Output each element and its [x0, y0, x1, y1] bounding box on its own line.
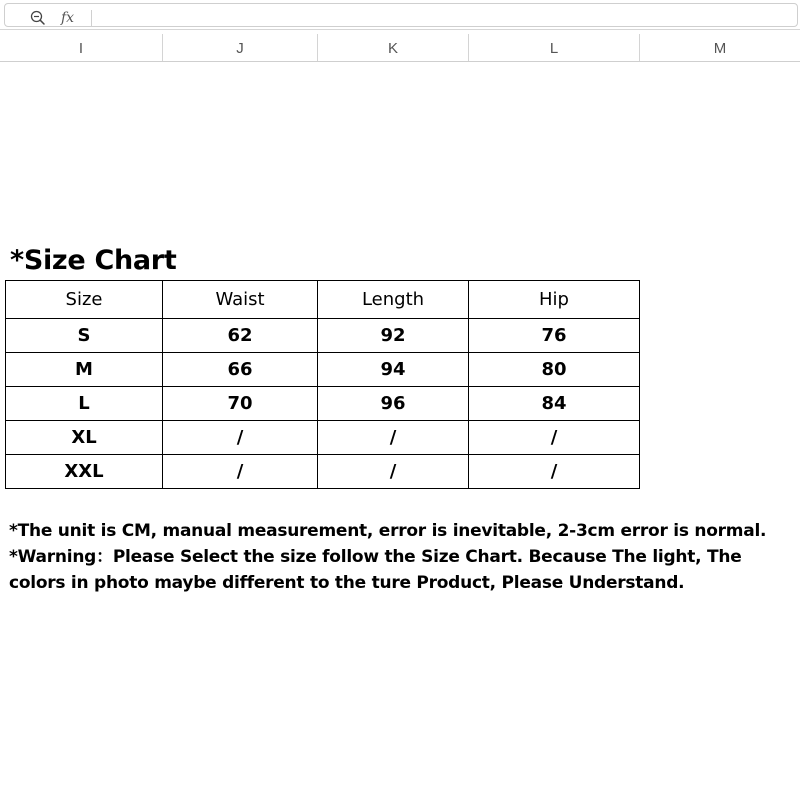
table-row	[6, 421, 640, 455]
table-row	[6, 455, 640, 489]
cell-waist[interactable]: /	[163, 421, 318, 455]
cell-size[interactable]: L	[6, 387, 163, 421]
formula-bar	[0, 0, 800, 30]
column-header-bar	[0, 34, 800, 62]
cell-length[interactable]: /	[318, 421, 469, 455]
fx-icon[interactable]: fx	[61, 10, 75, 26]
size-chart-title: *Size Chart	[10, 245, 177, 276]
header-hip[interactable]: Hip	[469, 281, 640, 319]
size-notes	[9, 518, 799, 596]
cell-size[interactable]: XL	[6, 421, 163, 455]
column-header-i[interactable]: I	[0, 34, 163, 61]
table-row	[6, 319, 640, 353]
formula-divider	[91, 10, 92, 27]
zoom-in-icon[interactable]	[29, 9, 47, 27]
cell-waist[interactable]: 62	[163, 319, 318, 353]
cell-length[interactable]: 92	[318, 319, 469, 353]
cell-size[interactable]: M	[6, 353, 163, 387]
cell-hip[interactable]: 84	[469, 387, 640, 421]
header-size[interactable]: Size	[6, 281, 163, 319]
warning-note[interactable]: *Warning：Please Select the size follow the Size Chart. Because The light, The colors in photo maybe different to the ture Product, Please Understand.	[9, 547, 742, 593]
cell-hip[interactable]: /	[469, 455, 640, 489]
cell-length[interactable]: /	[318, 455, 469, 489]
column-header-l[interactable]: L	[469, 34, 640, 61]
cell-waist[interactable]: 70	[163, 387, 318, 421]
header-length[interactable]: Length	[318, 281, 469, 319]
cell-length[interactable]: 96	[318, 387, 469, 421]
column-header-k[interactable]: K	[318, 34, 469, 61]
cell-hip[interactable]: 80	[469, 353, 640, 387]
column-header-m[interactable]: M	[713, 40, 727, 57]
header-waist[interactable]: Waist	[163, 281, 318, 319]
unit-note[interactable]: *The unit is CM, manual measurement, error is inevitable, 2-3cm error is normal.	[9, 521, 767, 541]
formula-input[interactable]	[97, 8, 791, 30]
size-chart-table	[5, 280, 640, 489]
cell-length[interactable]: 94	[318, 353, 469, 387]
table-row	[6, 387, 640, 421]
cell-waist[interactable]: /	[163, 455, 318, 489]
cell-waist[interactable]: 66	[163, 353, 318, 387]
table-header-row	[6, 281, 640, 319]
table-row	[6, 353, 640, 387]
column-header-j[interactable]: J	[163, 34, 318, 61]
cell-size[interactable]: XXL	[6, 455, 163, 489]
cell-hip[interactable]: /	[469, 421, 640, 455]
formula-box	[4, 3, 798, 27]
cell-hip[interactable]: 76	[469, 319, 640, 353]
cell-size[interactable]: S	[6, 319, 163, 353]
